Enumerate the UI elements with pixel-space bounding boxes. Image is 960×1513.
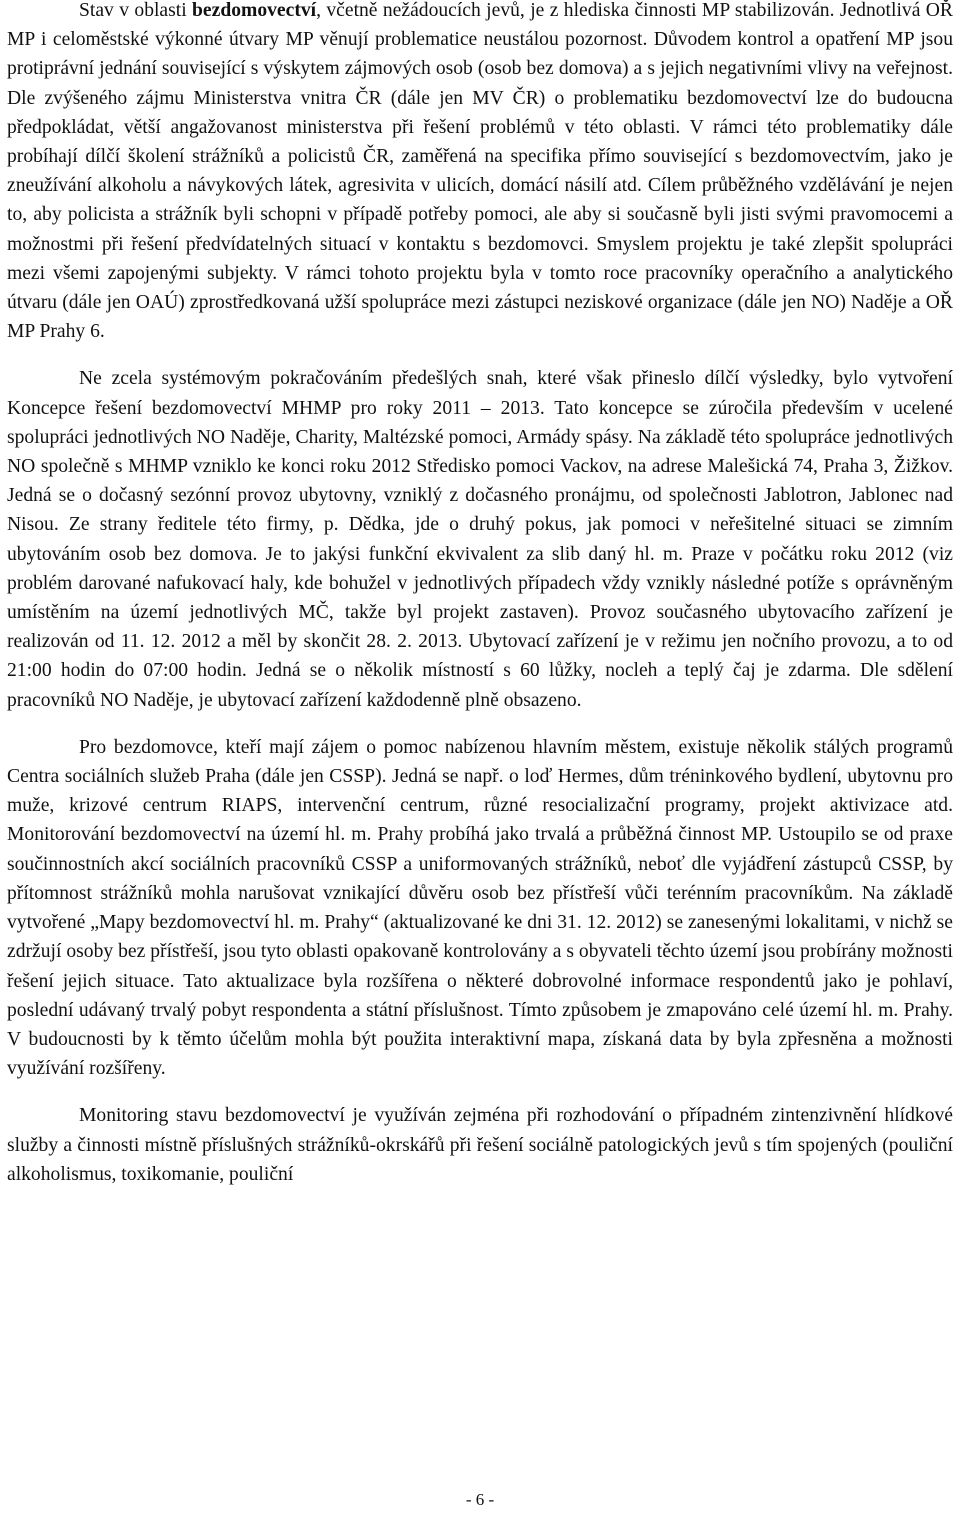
text-run: Ne zcela systémovým pokračováním předešlých snah, které však přineslo dílčí výsledky, bylo vytvoření Koncepce řešení bezdomovectví MHMP pro roky 2011 – 2013. Tato koncepce se zúročila především v ucelené spolupráci jednotlivých NO Naděje, Charity, Maltézské pomoci, Armády spásy. Na základě této spolupráce jednotlivých NO společně s MHMP vzniklo ke konci roku 2012 Středisko pomoci Vackov, na adrese Malešická 74, Praha 3, Žižkov. Jedná se o dočasný sezónní provoz ubytovny, vzniklý z dočasného pronájmu, od společnosti Jablotron, Jablonec nad Nisou. Ze strany ředitele této firmy, p. Dědka, jde o druhý pokus, jak pomoci v neřešitelné situaci se zimním ubytováním osob bez domova. Je to jakýsi funkční ekvivalent za slib daný hl. m. Praze v počátku roku 2012 (viz problém darované nafukovací haly, kde bohužel v jednotlivých případech vždy vznikly následné potíže s oprávněným umístěním na území jednotlivých MČ, takže byl projekt zastaven). Provoz současného ubytovacího zařízení je realizován od 11. 12. 2012 a měl by skončit 28. 2. 2013. Ubytovací zařízení je v režimu jen nočního provozu, a to od 21:00 hodin do 07:00 hodin. Jedná se o několik místností s 60 lůžky, nocleh a teplý čaj je zdarma. Dle sdělení pracovníků NO Naděje, je ubytovací zařízení každodenně plně obsazeno. <box>7 368 953 711</box>
document-body <box>7 0 953 1189</box>
text-run: Pro bezdomovce, kteří mají zájem o pomoc nabízenou hlavním městem, existuje několik stálých programů Centra sociálních služeb Praha (dále jen CSSP). Jedná se např. o loď Hermes, dům tréninkového bydlení, ubytovnu pro muže, krizové centrum RIAPS, intervenční centrum, různé resocializační programy, projekt aktivizace atd. Monitorování bezdomovectví na území hl. m. Prahy probíhá jako trvalá a průběžná činnost MP. Ustoupilo se od praxe součinnostních akcí sociálních pracovníků CSSP a uniformovaných strážníků, neboť dle vyjádření zástupců CSSP, by přítomnost strážníků mohla narušovat vznikající důvěru osob bez přístřeší vůči terénním pracovníkům. Na základě vytvořené „Mapy bezdomovectví hl. m. Prahy“ (aktualizované ke dni 31. 12. 2012) se zanesenými lokalitami, v nichž se zdržují osoby bez přístřeší, jsou tyto oblasti opakovaně kontrolovány a s obyvateli těchto území jsou probírány možnosti řešení jejich situace. Tato aktualizace byla rozšířena o některé dobrovolné informace respondentů jako je pohlaví, poslední udávaný trvalý pobyt respondenta a státní příslušnost. Tímto způsobem je zmapováno celé území hl. m. Prahy. V budoucnosti by k těmto účelům mohla být použita interaktivní mapa, získaná data by byla zpřesněna a možnosti využívání rozšířeny. <box>7 736 953 1080</box>
text-run: Stav v oblasti <box>79 0 193 21</box>
paragraph-monitoring <box>7 1101 953 1189</box>
paragraph-cssp-programs <box>7 733 953 1083</box>
text-run: , včetně nežádoucích jevů, je z hlediska činnosti MP stabilizován. Jednotlivá OŘ MP i celoměstské výkonné útvary MP věnují problematice neustálou pozornost. Důvodem kontrol a opatření MP jsou protiprávní jednání související s výskytem zájmových osob (osob bez domova) a s jejich negativními vlivy na veřejnost. Dle zvýšeného zájmu Ministerstva vnitra ČR (dále jen MV ČR) o problematiku bezdomovectví lze do budoucna předpokládat, větší angažovanost ministerstva při řešení problémů v této oblasti. V rámci této problematiky dále probíhají dílčí školení strážníků a policistů ČR, zaměřená na specifika přímo související s bezdomovectvím, jako je zneužívání alkoholu a návykových látek, agresivita v ulicích, domácí násilí atd. Cílem průběžného vzdělávání je nejen to, aby policista a strážník byli schopni v případě potřeby pomoci, ale aby si současně byli jisti svými pravomocemi a možnostmi při řešení předvídatelných situací v kontaktu s bezdomovci. Smyslem projektu je také zlepšit spolupráci mezi všemi zapojenými subjekty. V rámci tohoto projektu byla v tomto roce pracovníky operačního a analytického útvaru (dále jen OAÚ) zprostředkovaná užší spolupráce mezi zástupci neziskové organizace (dále jen NO) Naděje a OŘ MP Prahy 6. <box>7 0 953 343</box>
page-number: - 6 - <box>465 1490 495 1509</box>
text-run: Monitoring stavu bezdomovectví je využíván zejména při rozhodování o případném zintenzivnění hlídkové služby a činnosti místně příslušných strážníků-okrskářů při řešení sociálně patologických jevů s tím spojených (pouliční alkoholismus, toxikomanie, pouliční <box>7 1105 953 1185</box>
paragraph-concept-mhmp <box>7 364 953 714</box>
bold-term: bezdomovectví <box>192 0 317 21</box>
paragraph-homelessness-status <box>7 0 953 346</box>
